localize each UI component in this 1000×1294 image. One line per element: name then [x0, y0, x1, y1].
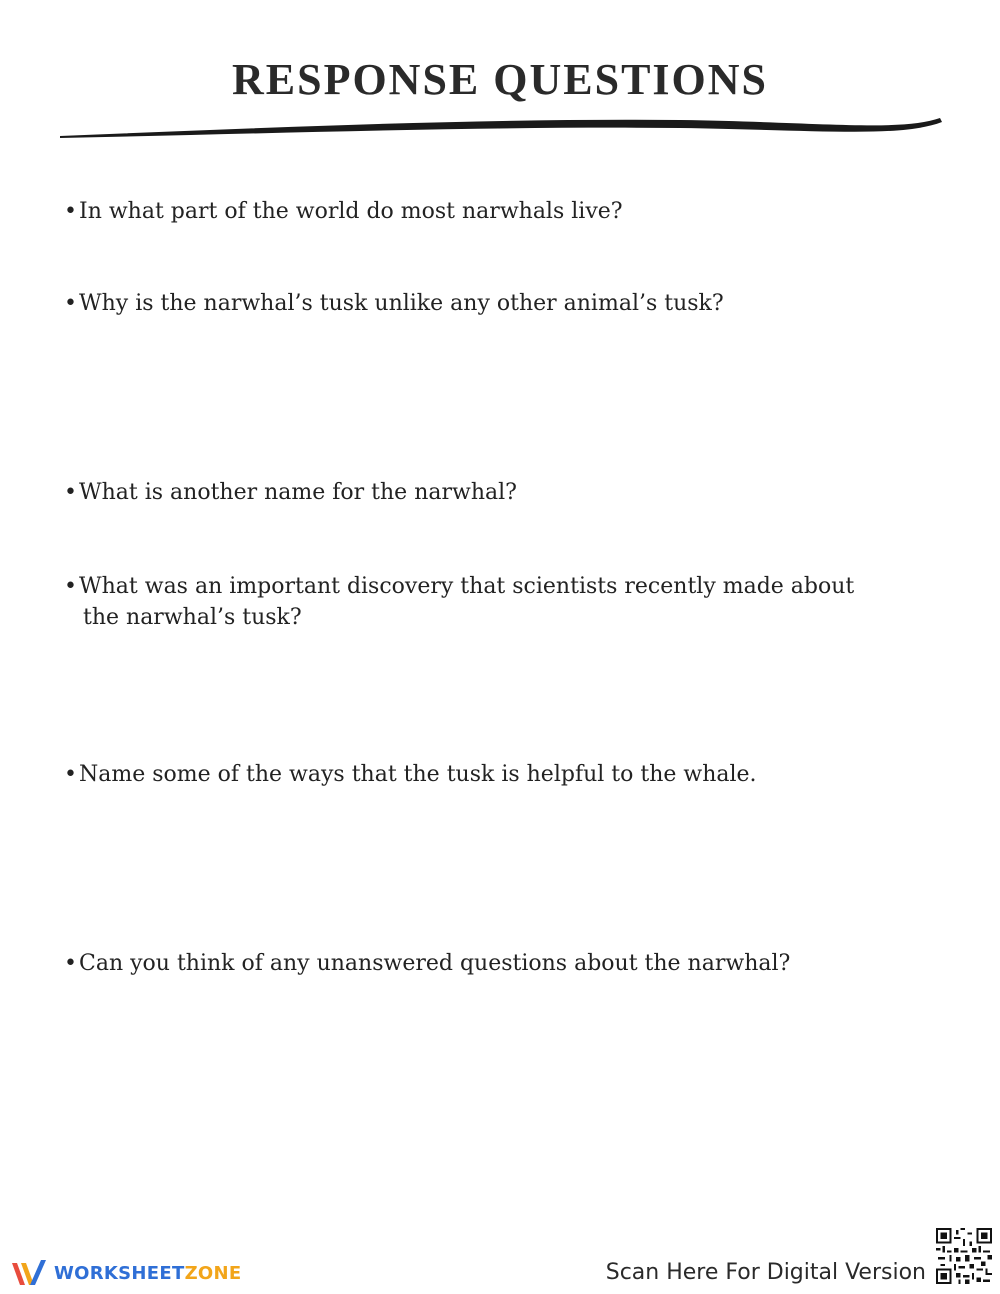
question-text: Name some of the ways that the tusk is helpful to the whale. — [79, 762, 757, 787]
page-title: RESPONSE QUESTIONS — [231, 55, 769, 104]
question-item — [64, 759, 924, 790]
question-item — [64, 477, 924, 508]
bullet: • — [64, 574, 77, 599]
question-item — [64, 948, 924, 979]
logo-word-worksheet: WORKSHEET — [54, 1262, 185, 1284]
question-text: What was an important discovery that scientists recently made about — [79, 574, 855, 599]
bullet: • — [64, 199, 77, 224]
question-text-continued: the narwhal’s tusk? — [83, 605, 302, 630]
question-item — [64, 196, 924, 227]
bullet: • — [64, 762, 77, 787]
qr-code-icon[interactable] — [936, 1228, 992, 1284]
question-text: In what part of the world do most narwhals live? — [79, 199, 623, 224]
question-text: What is another name for the narwhal? — [79, 480, 517, 505]
scan-here-text: Scan Here For Digital Version — [605, 1260, 926, 1285]
bullet: • — [64, 480, 77, 505]
question-text: Why is the narwhal’s tusk unlike any other animal’s tusk? — [79, 291, 724, 316]
question-item — [64, 288, 924, 319]
title-underline-swoosh — [60, 112, 950, 148]
worksheetzone-logo-icon — [10, 1257, 48, 1289]
worksheetzone-logo[interactable] — [10, 1257, 242, 1289]
question-text: Can you think of any unanswered questions about the narwhal? — [79, 951, 791, 976]
question-item — [64, 571, 924, 633]
logo-word-zone: ZONE — [184, 1262, 242, 1284]
bullet: • — [64, 291, 77, 316]
bullet: • — [64, 951, 77, 976]
